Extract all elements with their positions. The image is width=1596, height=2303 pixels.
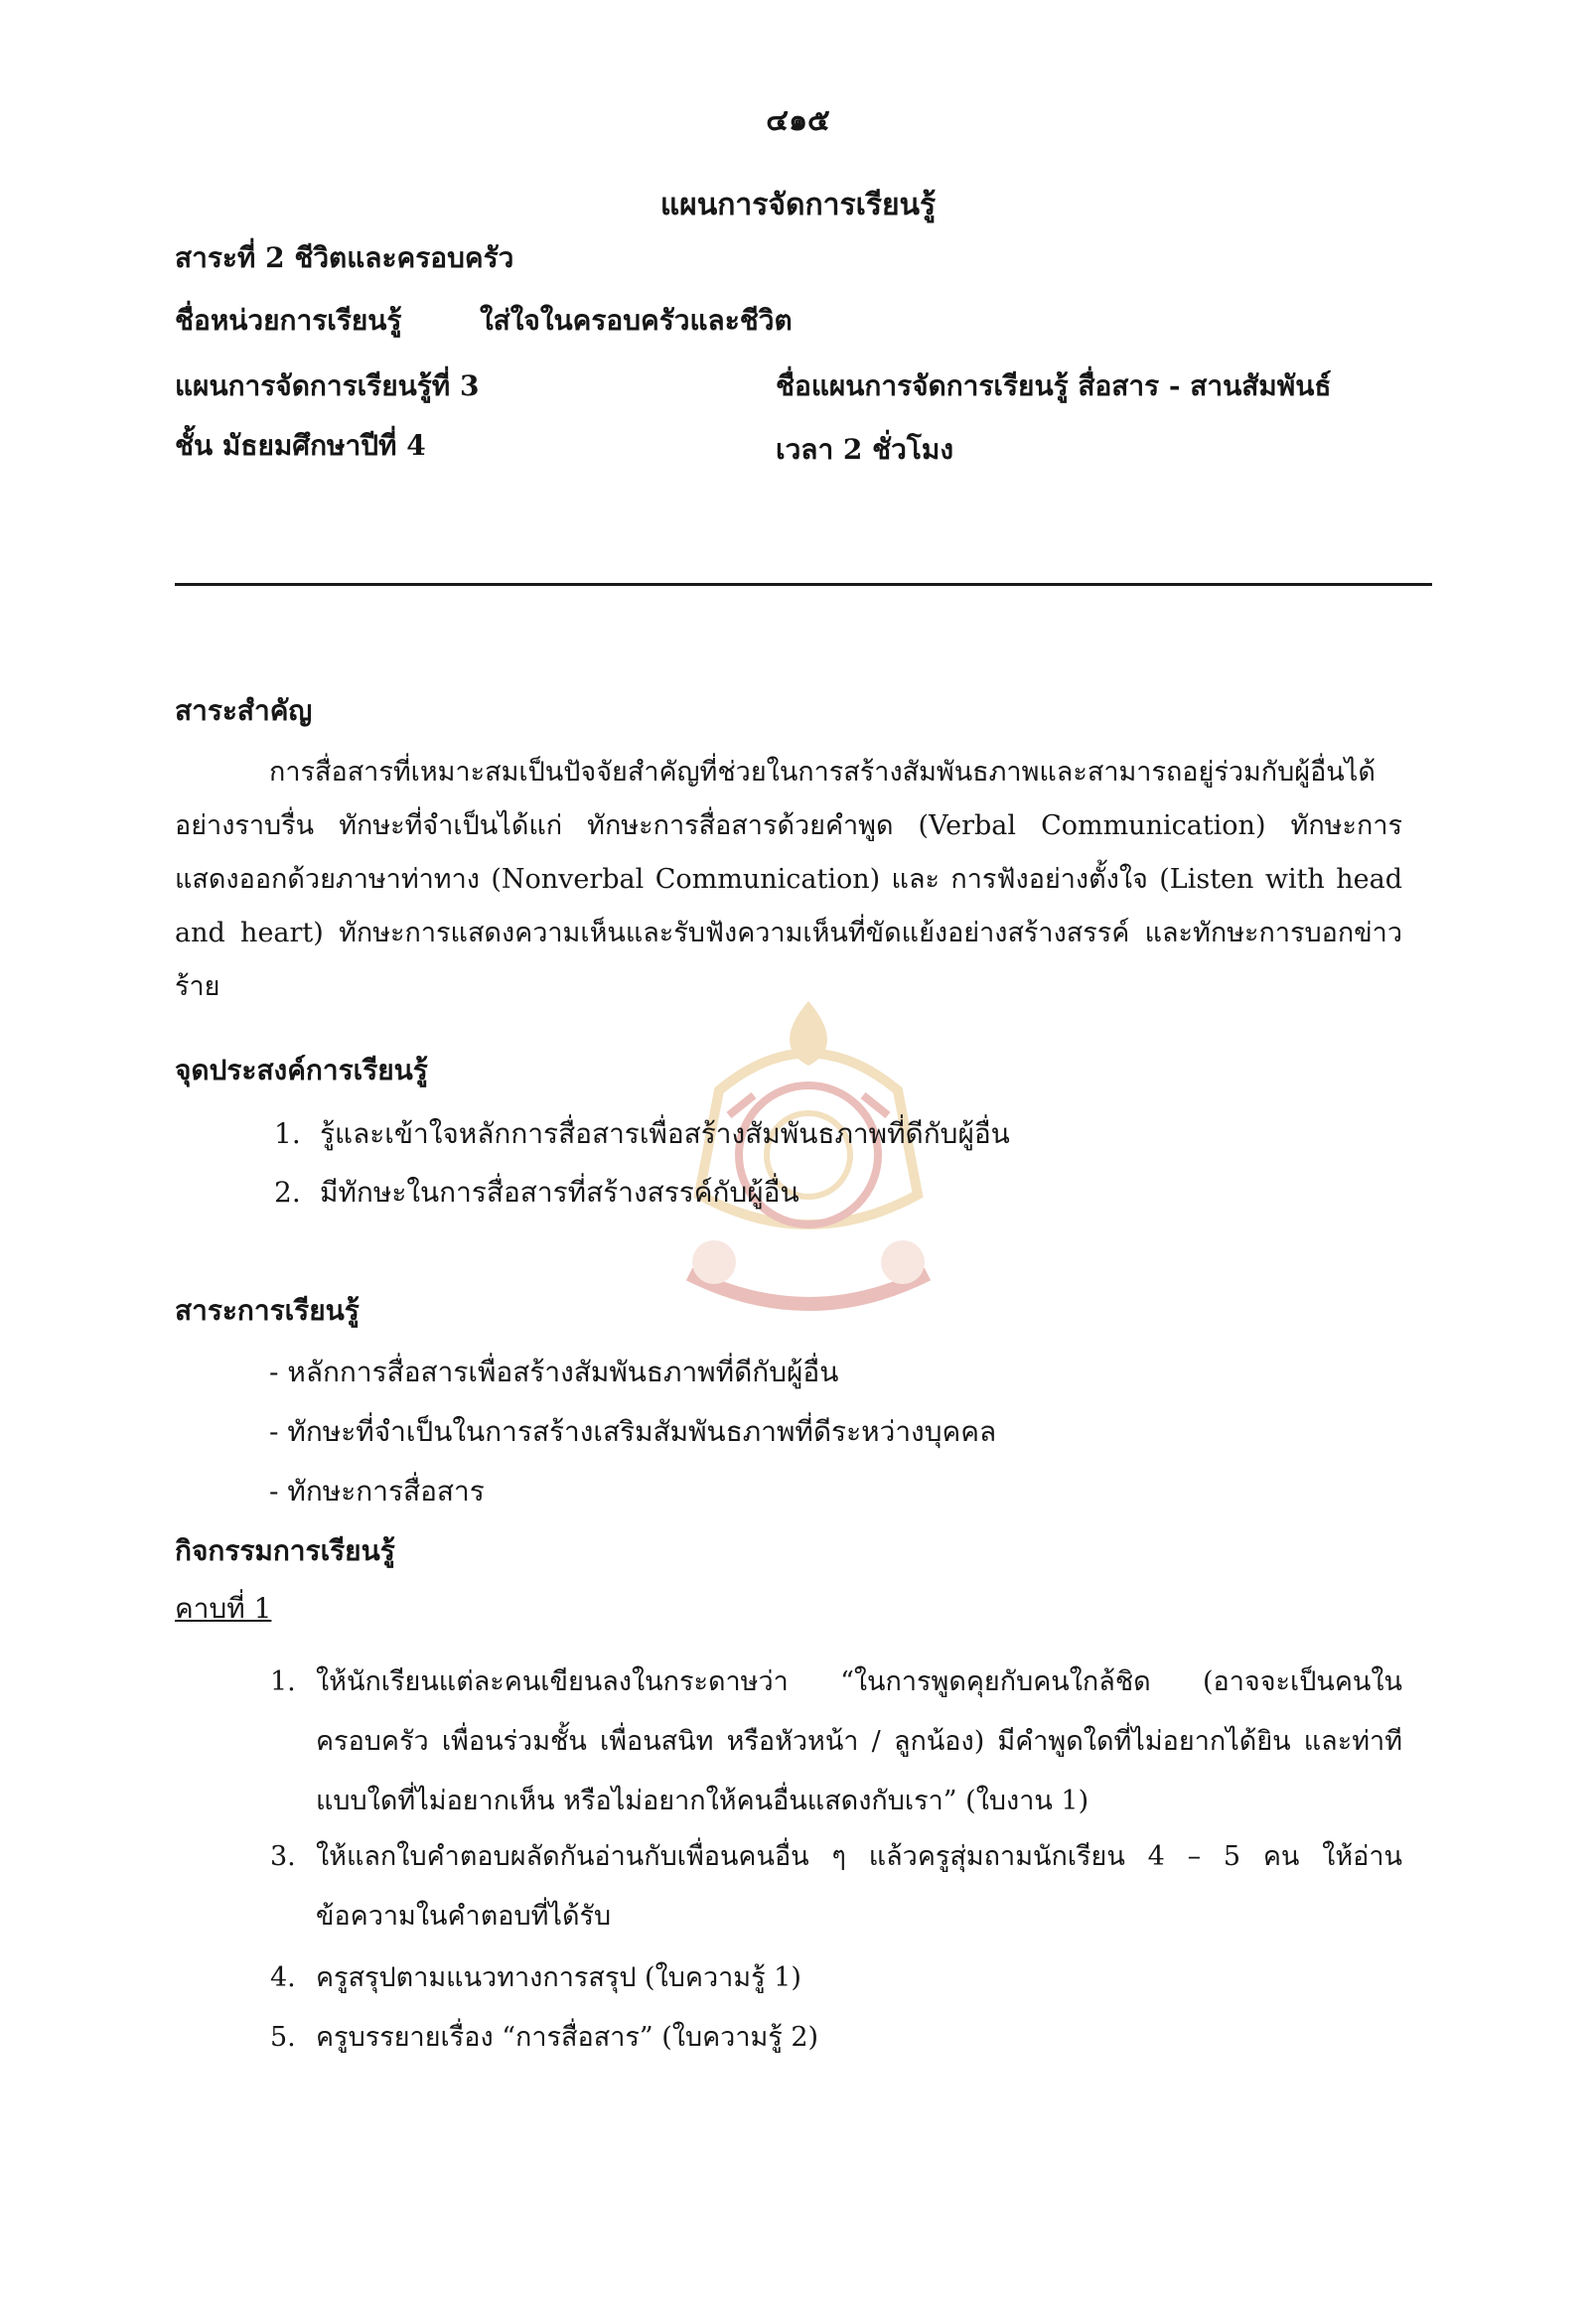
activity-number: 4. [270, 1962, 296, 1993]
seal-watermark-icon [659, 996, 957, 1324]
activities-heading: กิจกรรมการเรียนรู้ [175, 1534, 395, 1567]
unit-value: ใส่ใจในครอบครัวและชีวิต [480, 304, 793, 337]
content-heading: สาระการเรียนรู้ [175, 1294, 360, 1327]
content-item: - ทักษะที่จำเป็นในการสร้างเสริมสัมพันธภาพที่ดีระหว่างบุคคล [269, 1415, 997, 1448]
activity-text: ให้นักเรียนแต่ละคนเขียนลงในกระดาษว่า “ในการพูดคุยกับคนใกล้ชิด (อาจจะเป็นคนในครอบครัว เพื่อนร่วมชั้น เพื่อนสนิท หรือหัวหน้า / ลูกน้อง) มีคำพูดใดที่ไม่อยากได้ยิน และท่าทีแบบใดที่ไม่อยากเห็น หรือไม่อยากให้คนอื่นแสดงกับเรา” (ใบงาน 1) [316, 1666, 1402, 1816]
objective-item [274, 1114, 1010, 1154]
activity-text: ครูสรุปตามแนวทางการสรุป (ใบความรู้ 1) [316, 1962, 801, 1993]
activity-number: 3. [270, 1841, 296, 1872]
activity-number: 1. [270, 1666, 296, 1697]
content-item: - หลักการสื่อสารเพื่อสร้างสัมพันธภาพที่ดีกับผู้อื่น [269, 1356, 839, 1388]
period-label: คาบที่ 1 [175, 1592, 272, 1625]
activity-item [270, 1653, 1402, 1831]
time-duration: เวลา 2 ชั่วโมง [776, 433, 954, 466]
activity-number: 5. [270, 2022, 296, 2053]
activity-item [270, 1948, 1402, 2008]
objective-number: 2. [274, 1176, 301, 1209]
essence-text: การสื่อสารที่เหมาะสมเป็นปัจจัยสำคัญที่ช่วยในการสร้างสัมพันธภาพและสามารถอยู่ร่วมกับผู้อื่นได้อย่างราบรื่น ทักษะที่จำเป็นได้แก่ ทักษะการสื่อสารด้วยคำพูด (Verbal Communication) ทักษะการแสดงออกด้วยภาษาท่าทาง (Nonverbal Communication) และ การฟังอย่างตั้งใจ (Listen with head and heart) ทักษะการแสดงความเห็นและรับฟังความเห็นที่ขัดแย้งอย่างสร้างสรรค์ และทักษะการบอกข่าวร้าย [175, 757, 1402, 1002]
plan-number: แผนการจัดการเรียนรู้ที่ 3 [175, 369, 480, 402]
objective-item [274, 1173, 799, 1213]
grade-level: ชั้น มัธยมศึกษาปีที่ 4 [175, 429, 426, 462]
subject-line: สาระที่ 2 ชีวิตและครอบครัว [175, 241, 514, 274]
header-divider [175, 583, 1432, 586]
unit-label: ชื่อหน่วยการเรียนรู้ [175, 304, 402, 337]
plan-name: ชื่อแผนการจัดการเรียนรู้ สื่อสาร - สานสัมพันธ์ [776, 369, 1332, 402]
objective-number: 1. [274, 1117, 301, 1150]
essence-paragraph [175, 746, 1402, 1014]
activity-item [270, 2008, 1402, 2068]
objective-text: รู้และเข้าใจหลักการสื่อสารเพื่อสร้างสัมพันธภาพที่ดีกับผู้อื่น [320, 1117, 1010, 1150]
objectives-heading: จุดประสงค์การเรียนรู้ [175, 1054, 428, 1086]
activity-text: ให้แลกใบคำตอบผลัดกันอ่านกับเพื่อนคนอื่น ๆ แล้วครูสุ่มถามนักเรียน 4 – 5 คน ให้อ่านข้อความในคำตอบที่ได้รับ [316, 1841, 1402, 1932]
document-title: แผนการจัดการเรียนรู้ [659, 188, 937, 222]
objective-text: มีทักษะในการสื่อสารที่สร้างสรรค์กับผู้อื่น [320, 1176, 799, 1209]
activity-item [270, 1827, 1402, 1946]
activity-text: ครูบรรยายเรื่อง “การสื่อสาร” (ใบความรู้ 2) [316, 2022, 819, 2053]
page-number: ๔๑๕ [766, 103, 830, 138]
content-item: - ทักษะการสื่อสาร [269, 1475, 485, 1508]
essence-heading: สาระสำคัญ [175, 694, 313, 727]
